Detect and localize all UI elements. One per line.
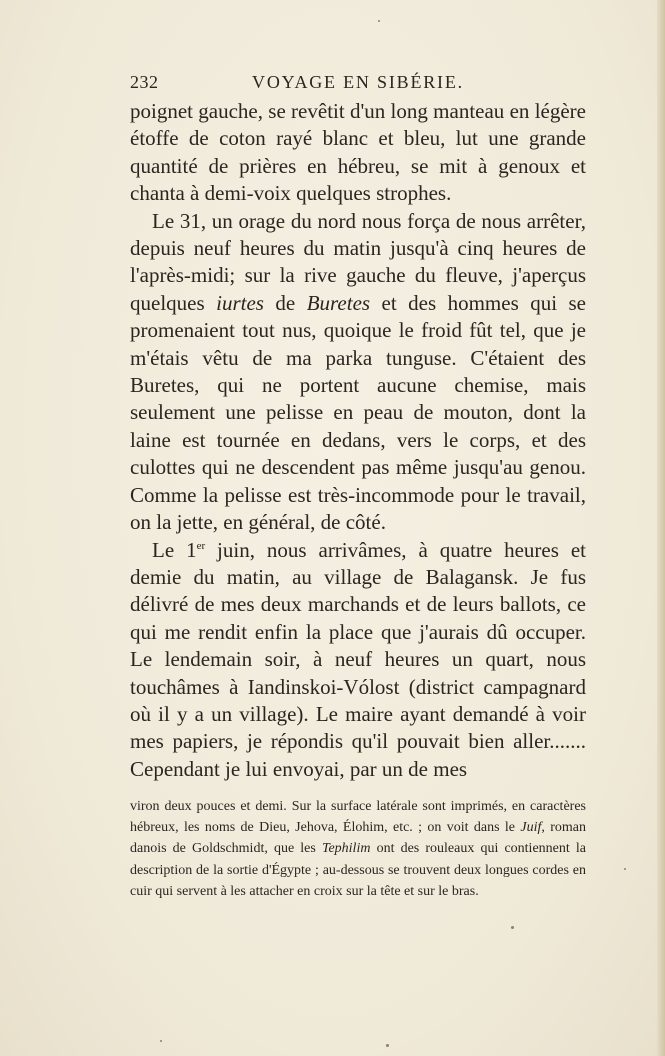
footnote-text bbox=[130, 796, 586, 902]
paragraph-1: poignet gauche, se revêtit d'un long manteau en légère étoffe de coton rayé blanc et bleu, lut une grande quantité de prières en hébreu, se mit à genoux et chanta à demi-voix quelques strophes. bbox=[130, 99, 586, 206]
paper-speck bbox=[386, 1044, 389, 1047]
page-number: 232 bbox=[130, 72, 159, 92]
running-title: VOYAGE EN SIBÉRIE. bbox=[252, 72, 464, 92]
page-edge bbox=[657, 0, 665, 1056]
footnote-text-part: viron deux pouces et demi. Sur la surface latérale sont imprimés, en caractères hébreux, les noms de Dieu, Jehova, Élohim, etc. ; on voit dans le bbox=[130, 799, 586, 836]
paragraph-3-text: Le 1 bbox=[152, 537, 197, 562]
paper-speck bbox=[624, 868, 626, 870]
paragraph-2 bbox=[130, 208, 586, 537]
italic-juif: Juif bbox=[520, 820, 542, 836]
paper-speck bbox=[511, 926, 514, 929]
paragraph-2-text: et des hommes qui se promenaient tout nus, quoique le froid fût tel, que je m'étais vêtu de ma parka tunguse. C'étaient des Buretes, qui ne portent aucune chemise, mais seulement une pelisse en peau de mouton, dont la laine est tournée en dedans, vers le corps, et des culottes qui ne descendent pas même jusqu'au genou. Comme la pelisse est très-incommode pour le travail, on la jette, en général, de côté. bbox=[130, 290, 587, 535]
italic-iurtes: iurtes bbox=[216, 290, 264, 315]
main-text bbox=[130, 98, 586, 783]
ordinal-superscript: er bbox=[196, 539, 206, 552]
italic-tephilim: Tephilim bbox=[321, 841, 371, 857]
paper-speck bbox=[160, 1040, 162, 1042]
footnote-text-part: , roman danois de Goldschmidt, que les bbox=[130, 820, 586, 857]
paragraph-2-text: de bbox=[263, 290, 307, 315]
paragraph-3-text: juin, nous arrivâmes, à quatre heures et demie du matin, au village de Balagansk. Je fus délivré de mes deux marchands et de leurs ballots, ce qui me rendit enfin la place que j'aurais dû occuper. Le lendemain soir, à neuf heures un quart, nous touchâmes à Iandinskoi-Vólost (district campagnard où il y a un village). Le maire ayant demandé à voir mes papiers, je répondis qu'il pouvait bien aller....... Cependant je lui envoyai, par un de mes bbox=[130, 537, 586, 781]
paper-speck bbox=[378, 20, 380, 22]
italic-buretes: Buretes bbox=[306, 290, 371, 315]
footnote bbox=[130, 796, 586, 902]
paragraph-3 bbox=[130, 537, 586, 784]
page-header bbox=[130, 72, 586, 96]
paragraph-2-text: Le 31, un orage du nord nous força de nous arrêter, depuis neuf heures du matin jusqu'à cinq heures de l'après-midi; sur la rive gauche du fleuve, j'aperçus quelques bbox=[130, 208, 586, 315]
footnote-text-part: ont des rouleaux qui contiennent la description de la sortie d'Égypte ; au-dessous se trouvent deux longues cordes en cuir qui servent à les attacher en croix sur la tête et sur le bras. bbox=[130, 841, 586, 899]
